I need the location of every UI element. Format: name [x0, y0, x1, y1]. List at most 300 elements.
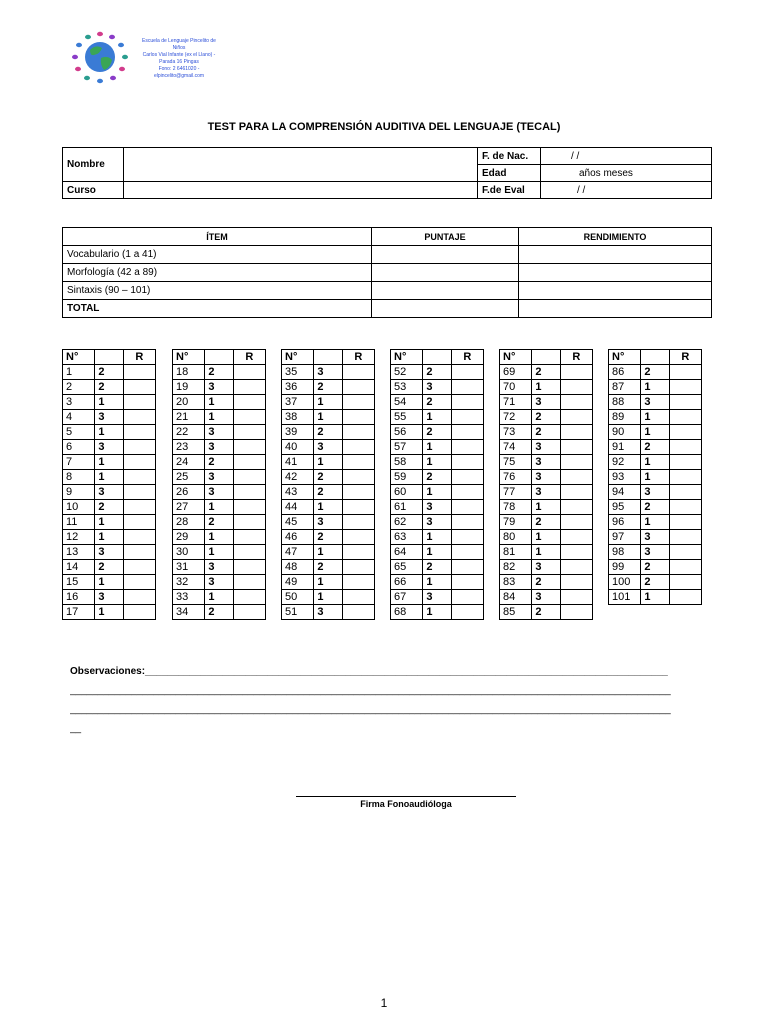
response-field[interactable] — [233, 530, 265, 545]
answer-key-value: 2 — [423, 470, 451, 485]
item-number: 18 — [173, 365, 205, 380]
item-number: 69 — [500, 365, 532, 380]
response-field[interactable] — [123, 485, 155, 500]
item-number: 8 — [63, 470, 95, 485]
answer-key-value: 3 — [205, 560, 233, 575]
response-field[interactable] — [560, 500, 592, 515]
item-number: 10 — [63, 500, 95, 515]
response-field[interactable] — [560, 380, 592, 395]
item-number: 57 — [391, 440, 423, 455]
response-field[interactable] — [560, 560, 592, 575]
item-number: 49 — [282, 575, 314, 590]
table-row — [500, 500, 593, 515]
table-row — [500, 545, 593, 560]
scores-table — [62, 227, 712, 318]
item-number: 89 — [609, 410, 641, 425]
response-field[interactable] — [342, 470, 374, 485]
page-number: 1 — [380, 996, 388, 1010]
response-field[interactable] — [451, 515, 483, 530]
item-number: 14 — [63, 560, 95, 575]
answer-key-value: 1 — [205, 395, 233, 410]
answer-key-value: 1 — [95, 470, 123, 485]
table-row — [282, 545, 375, 560]
vocabulario-label: Vocabulario (1 a 41) — [63, 246, 372, 264]
curso-field[interactable] — [124, 182, 478, 199]
answer-key-value: 2 — [641, 500, 669, 515]
response-field[interactable] — [560, 605, 592, 620]
table-row — [173, 380, 266, 395]
item-number: 80 — [500, 530, 532, 545]
response-field[interactable] — [233, 470, 265, 485]
response-field[interactable] — [342, 410, 374, 425]
item-number: 83 — [500, 575, 532, 590]
answer-key-value: 2 — [314, 380, 342, 395]
item-number: 15 — [63, 575, 95, 590]
response-field[interactable] — [451, 530, 483, 545]
table-row — [391, 380, 484, 395]
response-field[interactable] — [342, 590, 374, 605]
item-number: 62 — [391, 515, 423, 530]
response-field[interactable] — [451, 395, 483, 410]
item-number: 29 — [173, 530, 205, 545]
response-field[interactable] — [669, 380, 701, 395]
observations-section — [70, 662, 710, 738]
answer-key-value: 1 — [95, 515, 123, 530]
response-field[interactable] — [123, 605, 155, 620]
response-field[interactable] — [451, 365, 483, 380]
answer-key-value: 1 — [95, 425, 123, 440]
table-row — [500, 515, 593, 530]
answer-key-value: 2 — [95, 365, 123, 380]
response-field[interactable] — [669, 470, 701, 485]
document-title: TEST PARA LA COMPRENSIÓN AUDITIVA DEL LENGUAJE (TECAL) — [207, 121, 561, 133]
student-info-table — [62, 147, 712, 199]
table-row — [282, 455, 375, 470]
table-row — [609, 410, 702, 425]
key-header — [205, 350, 233, 365]
response-field[interactable] — [451, 575, 483, 590]
table-row — [173, 545, 266, 560]
answer-key-value: 1 — [423, 605, 451, 620]
answer-table-header — [282, 350, 375, 365]
answer-key-value: 3 — [532, 395, 560, 410]
answer-key-value: 3 — [95, 410, 123, 425]
response-field[interactable] — [233, 485, 265, 500]
item-number: 2 — [63, 380, 95, 395]
response-field[interactable] — [123, 575, 155, 590]
item-number: 87 — [609, 380, 641, 395]
item-number: 9 — [63, 485, 95, 500]
item-number: 31 — [173, 560, 205, 575]
table-row — [391, 545, 484, 560]
response-field[interactable] — [123, 410, 155, 425]
item-number: 97 — [609, 530, 641, 545]
response-field[interactable] — [233, 590, 265, 605]
response-field[interactable] — [560, 440, 592, 455]
number-header: N° — [609, 350, 641, 365]
answer-key-value: 1 — [314, 455, 342, 470]
response-field[interactable] — [451, 470, 483, 485]
answer-key-value: 2 — [532, 410, 560, 425]
response-field[interactable] — [233, 560, 265, 575]
answer-key-value: 3 — [314, 515, 342, 530]
item-number: 34 — [173, 605, 205, 620]
response-field[interactable] — [342, 380, 374, 395]
response-field[interactable] — [233, 425, 265, 440]
signature-line[interactable] — [296, 796, 516, 797]
answer-key-value: 1 — [205, 530, 233, 545]
observations-line[interactable]: ____________________________________________________________________________________________________________ — [70, 685, 671, 696]
fecha-evaluacion-label: F.de Eval — [478, 182, 541, 199]
item-number: 42 — [282, 470, 314, 485]
answer-key-value: 2 — [641, 365, 669, 380]
answer-key-value: 1 — [314, 590, 342, 605]
response-field[interactable] — [233, 410, 265, 425]
answer-key-value: 3 — [205, 440, 233, 455]
item-number: 84 — [500, 590, 532, 605]
response-field[interactable] — [123, 365, 155, 380]
answer-key-value: 3 — [314, 605, 342, 620]
fecha-nacimiento-label: F. de Nac. — [478, 148, 541, 165]
item-number: 35 — [282, 365, 314, 380]
table-row — [282, 380, 375, 395]
table-row — [173, 395, 266, 410]
morfologia-rendimiento-field[interactable] — [519, 264, 712, 282]
nombre-label: Nombre — [63, 148, 124, 182]
response-field[interactable] — [233, 365, 265, 380]
table-row — [63, 455, 156, 470]
table-row — [391, 560, 484, 575]
response-field[interactable] — [342, 530, 374, 545]
answer-key-value: 1 — [641, 515, 669, 530]
response-field[interactable] — [560, 365, 592, 380]
table-row — [63, 515, 156, 530]
total-puntaje-field[interactable] — [372, 300, 519, 318]
answer-key-value: 3 — [423, 380, 451, 395]
answer-key-value: 2 — [314, 485, 342, 500]
answer-key-value: 3 — [532, 440, 560, 455]
response-field[interactable] — [560, 485, 592, 500]
table-row — [500, 590, 593, 605]
response-field[interactable] — [123, 395, 155, 410]
response-field[interactable] — [233, 380, 265, 395]
signature-label: Firma Fonoaudióloga — [360, 799, 452, 809]
total-rendimiento-field[interactable] — [519, 300, 712, 318]
response-field[interactable] — [451, 410, 483, 425]
answer-key-value: 3 — [423, 590, 451, 605]
table-row — [63, 545, 156, 560]
answer-key-value: 3 — [532, 590, 560, 605]
table-row — [173, 470, 266, 485]
answer-key-value: 1 — [423, 440, 451, 455]
answer-key-value: 3 — [641, 545, 669, 560]
item-number: 6 — [63, 440, 95, 455]
answer-key-value: 1 — [532, 380, 560, 395]
answer-key-value: 3 — [95, 590, 123, 605]
answer-key-value: 3 — [95, 485, 123, 500]
vocabulario-rendimiento-field[interactable] — [519, 246, 712, 264]
item-number: 82 — [500, 560, 532, 575]
response-field[interactable] — [560, 425, 592, 440]
answer-key-value: 3 — [205, 485, 233, 500]
response-field[interactable] — [342, 425, 374, 440]
item-header: ÍTEM — [63, 228, 372, 246]
answer-key-value: 2 — [641, 560, 669, 575]
response-field[interactable] — [342, 365, 374, 380]
response-field[interactable] — [451, 425, 483, 440]
answer-key-value: 2 — [205, 455, 233, 470]
response-field[interactable] — [560, 515, 592, 530]
total-label: TOTAL — [63, 300, 372, 318]
table-row — [282, 410, 375, 425]
item-number: 1 — [63, 365, 95, 380]
answer-key-value: 1 — [95, 605, 123, 620]
table-row — [173, 500, 266, 515]
response-field[interactable] — [233, 545, 265, 560]
table-row — [282, 560, 375, 575]
answer-key-value: 2 — [532, 605, 560, 620]
response-field[interactable] — [451, 545, 483, 560]
table-row — [391, 485, 484, 500]
answer-key-value: 1 — [423, 530, 451, 545]
table-row — [63, 470, 156, 485]
response-field[interactable] — [123, 560, 155, 575]
edad-field[interactable]: años meses — [541, 165, 712, 182]
item-number: 7 — [63, 455, 95, 470]
answer-key-value: 2 — [641, 575, 669, 590]
item-number: 74 — [500, 440, 532, 455]
item-number: 79 — [500, 515, 532, 530]
response-field[interactable] — [451, 455, 483, 470]
table-row — [63, 560, 156, 575]
observations-line[interactable]: ____________________________________________________________________________________________________________ — [70, 704, 671, 715]
item-number: 88 — [609, 395, 641, 410]
response-field[interactable] — [342, 455, 374, 470]
response-field[interactable] — [233, 440, 265, 455]
answer-table — [608, 349, 702, 605]
response-field[interactable] — [123, 530, 155, 545]
item-number: 59 — [391, 470, 423, 485]
nombre-field[interactable] — [124, 148, 478, 182]
answer-key-value: 1 — [423, 455, 451, 470]
response-field[interactable] — [233, 605, 265, 620]
table-row — [500, 530, 593, 545]
table-row — [609, 395, 702, 410]
key-header — [423, 350, 451, 365]
response-field[interactable] — [233, 455, 265, 470]
item-number: 65 — [391, 560, 423, 575]
item-number: 56 — [391, 425, 423, 440]
item-number: 54 — [391, 395, 423, 410]
response-field[interactable] — [123, 515, 155, 530]
item-number: 50 — [282, 590, 314, 605]
response-field[interactable] — [560, 545, 592, 560]
item-number: 66 — [391, 575, 423, 590]
table-row — [63, 365, 156, 380]
fecha-nacimiento-field[interactable]: / / — [541, 148, 712, 165]
morfologia-puntaje-field[interactable] — [372, 264, 519, 282]
item-number: 24 — [173, 455, 205, 470]
number-header: N° — [391, 350, 423, 365]
sintaxis-rendimiento-field[interactable] — [519, 282, 712, 300]
answer-key-value: 3 — [532, 560, 560, 575]
response-field[interactable] — [669, 455, 701, 470]
response-field[interactable] — [451, 590, 483, 605]
response-field[interactable] — [233, 515, 265, 530]
response-field[interactable] — [342, 500, 374, 515]
response-field[interactable] — [342, 560, 374, 575]
response-field[interactable] — [560, 395, 592, 410]
answer-key-value: 3 — [532, 485, 560, 500]
observations-line[interactable]: __ — [70, 723, 82, 734]
table-row — [282, 425, 375, 440]
table-row — [391, 410, 484, 425]
table-row — [609, 590, 702, 605]
table-row — [609, 365, 702, 380]
response-field[interactable] — [669, 425, 701, 440]
response-field[interactable] — [669, 545, 701, 560]
response-field[interactable] — [342, 605, 374, 620]
answer-key-value: 2 — [95, 500, 123, 515]
table-row — [63, 440, 156, 455]
answer-key-value: 3 — [314, 440, 342, 455]
response-field[interactable] — [342, 485, 374, 500]
answer-key-value: 3 — [423, 515, 451, 530]
response-field[interactable] — [123, 590, 155, 605]
response-field[interactable] — [669, 395, 701, 410]
item-number: 67 — [391, 590, 423, 605]
item-number: 46 — [282, 530, 314, 545]
response-field[interactable] — [342, 515, 374, 530]
response-field[interactable] — [123, 455, 155, 470]
answer-key-value: 2 — [532, 575, 560, 590]
response-header: R — [342, 350, 374, 365]
response-field[interactable] — [560, 410, 592, 425]
response-field[interactable] — [669, 485, 701, 500]
response-field[interactable] — [233, 575, 265, 590]
item-number: 26 — [173, 485, 205, 500]
answer-key-value: 1 — [641, 455, 669, 470]
table-row — [173, 440, 266, 455]
item-number: 25 — [173, 470, 205, 485]
item-number: 36 — [282, 380, 314, 395]
answer-key-value: 2 — [314, 425, 342, 440]
table-row — [391, 590, 484, 605]
answer-table — [499, 349, 593, 620]
answer-key-value: 3 — [423, 500, 451, 515]
answer-key-value: 1 — [95, 530, 123, 545]
response-field[interactable] — [451, 485, 483, 500]
item-number: 68 — [391, 605, 423, 620]
table-row — [609, 455, 702, 470]
table-row — [63, 395, 156, 410]
response-field[interactable] — [123, 380, 155, 395]
table-row — [282, 575, 375, 590]
table-row — [63, 605, 156, 620]
globe-icon — [85, 42, 115, 72]
response-field[interactable] — [451, 560, 483, 575]
response-field[interactable] — [560, 575, 592, 590]
table-row — [391, 575, 484, 590]
item-number: 81 — [500, 545, 532, 560]
table-row — [282, 470, 375, 485]
table-row — [500, 395, 593, 410]
response-field[interactable] — [669, 560, 701, 575]
response-field[interactable] — [451, 380, 483, 395]
answer-key-value: 2 — [314, 470, 342, 485]
answer-key-value: 1 — [205, 545, 233, 560]
response-field[interactable] — [451, 605, 483, 620]
answer-key-value: 1 — [423, 485, 451, 500]
answer-key-value: 2 — [532, 365, 560, 380]
response-field[interactable] — [123, 470, 155, 485]
answer-key-value: 1 — [532, 545, 560, 560]
item-number: 63 — [391, 530, 423, 545]
response-field[interactable] — [560, 470, 592, 485]
item-number: 77 — [500, 485, 532, 500]
response-field[interactable] — [669, 515, 701, 530]
table-row — [500, 485, 593, 500]
table-row — [173, 455, 266, 470]
item-number: 39 — [282, 425, 314, 440]
response-field[interactable] — [669, 440, 701, 455]
answer-key-value: 3 — [205, 380, 233, 395]
response-field[interactable] — [123, 545, 155, 560]
response-field[interactable] — [233, 500, 265, 515]
answer-key-value: 1 — [641, 590, 669, 605]
response-field[interactable] — [560, 455, 592, 470]
answer-table-header — [500, 350, 593, 365]
item-number: 99 — [609, 560, 641, 575]
answer-key-value: 3 — [641, 395, 669, 410]
response-field[interactable] — [342, 440, 374, 455]
response-field[interactable] — [669, 365, 701, 380]
response-field[interactable] — [123, 440, 155, 455]
response-header: R — [560, 350, 592, 365]
answer-key-value: 1 — [423, 410, 451, 425]
response-field[interactable] — [669, 500, 701, 515]
answer-key-value: 2 — [205, 605, 233, 620]
response-field[interactable] — [342, 545, 374, 560]
table-row — [282, 365, 375, 380]
response-field[interactable] — [342, 395, 374, 410]
response-field[interactable] — [123, 425, 155, 440]
response-field[interactable] — [669, 590, 701, 605]
observations-line[interactable]: Observaciones:______________________________________________________________________________________________ — [70, 666, 668, 677]
response-field[interactable] — [233, 395, 265, 410]
answer-key-value: 3 — [641, 485, 669, 500]
response-field[interactable] — [669, 530, 701, 545]
answer-key-value: 2 — [423, 560, 451, 575]
number-header: N° — [282, 350, 314, 365]
response-field[interactable] — [560, 590, 592, 605]
table-row — [500, 365, 593, 380]
sintaxis-puntaje-field[interactable] — [372, 282, 519, 300]
fecha-evaluacion-field[interactable]: / / — [541, 182, 712, 199]
vocabulario-puntaje-field[interactable] — [372, 246, 519, 264]
response-field[interactable] — [669, 410, 701, 425]
item-number: 64 — [391, 545, 423, 560]
item-number: 53 — [391, 380, 423, 395]
response-field[interactable] — [342, 575, 374, 590]
response-field[interactable] — [669, 575, 701, 590]
response-field[interactable] — [451, 440, 483, 455]
response-field[interactable] — [123, 500, 155, 515]
table-row — [63, 410, 156, 425]
item-number: 41 — [282, 455, 314, 470]
response-field[interactable] — [560, 530, 592, 545]
response-field[interactable] — [451, 500, 483, 515]
